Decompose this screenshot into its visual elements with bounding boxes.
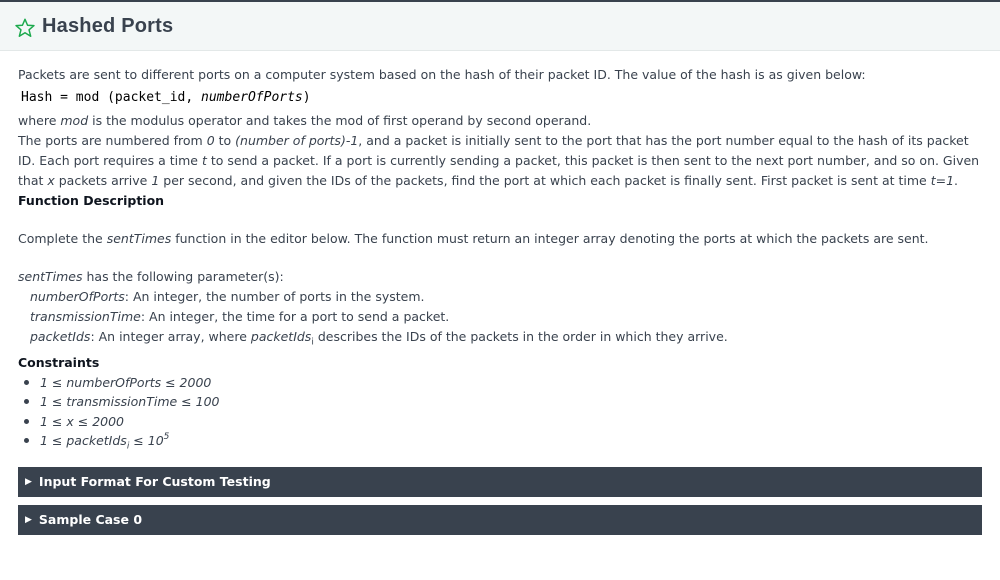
function-description-text [18,229,982,249]
accordion-sample-case-0[interactable] [18,505,982,535]
constraint-item: 1 ≤ transmissionTime ≤ 100 [40,392,982,412]
param-desc: : An integer array, where [90,329,251,344]
ports-em2: (number of ports)-1 [235,133,359,148]
accordion-label: Sample Case 0 [38,512,143,527]
constraint-pre: 1 ≤ packetIds [40,433,127,448]
ports-em6: t=1 [930,173,955,188]
fd-pre: Complete the [18,231,107,246]
spacer [18,211,982,229]
param-desc-sub: i [311,337,314,348]
accordion-input-format[interactable] [18,467,982,497]
ports-em4: x [47,173,55,188]
param-desc-em: packetIds [250,329,312,344]
where-em: mod [60,113,89,128]
function-description-title: Function Description [18,193,165,208]
parameters-heading [18,267,982,287]
param-transmission-time [18,307,982,327]
intro-text: Packets are sent to different ports on a computer system based on the hash of their packet ID. The value of the hash is as given below: [18,67,866,82]
formula-italic: numberOfPorts [201,90,303,105]
ports-text [18,131,982,191]
params-post: has the following parameter(s): [82,269,284,284]
constraint-sup: 5 [163,432,170,442]
hash-formula [18,86,314,110]
problem-statement [0,51,1000,451]
ports-em1: 0 [206,133,215,148]
ports-mid3: to send a packet. If a port is currently sending a packet, this packet is then sent to the next port number, and so on. Given that [18,153,980,188]
ports-mid2: , and a packet is initially sent to the port that has the port number equal to the hash of its packet ID. Each port requires a time [18,133,969,168]
caret-right-icon: ▶ [25,514,32,525]
accordion-label: Input Format For Custom Testing [38,474,271,489]
problem-header [0,2,1000,51]
constraint-item: 1 ≤ x ≤ 2000 [40,412,982,432]
ports-mid1: to [214,133,236,148]
where-post: is the modulus operator and takes the mod of first operand by second operand. [88,113,592,128]
formula-text: Hash = mod (packet_id, [21,90,202,105]
param-name: transmissionTime [30,309,141,324]
params-em: sentTimes [18,269,83,284]
constraint-sub: i [126,441,130,452]
param-number-of-ports [18,287,982,307]
ports-em3: t [201,153,207,168]
param-desc: : An integer, the number of ports in the system. [124,289,425,304]
spacer [18,249,982,267]
constraint-item: 1 ≤ numberOfPorts ≤ 2000 [40,373,982,393]
fd-post: function in the editor below. The function must return an integer array denoting the ports at which the packets are sent. [171,231,929,246]
ports-em5: 1 [151,173,160,188]
star-outline-icon[interactable] [14,17,36,39]
param-name: numberOfPorts [30,289,125,304]
formula-close: ) [302,90,311,105]
param-desc-post: describes the IDs of the packets in the order in which they arrive. [313,329,728,344]
constraints-title: Constraints [18,354,100,370]
ports-pre: The ports are numbered from [18,133,207,148]
where-pre: where [18,113,61,128]
param-desc: : An integer, the time for a port to send a packet. [140,309,450,324]
ports-mid5: per second, and given the IDs of the packets, find the port at which each packet is finally sent. First packet is sent at time [159,173,931,188]
param-name: packetIds [30,329,91,344]
caret-right-icon: ▶ [25,476,32,487]
ports-mid4: packets arrive [54,173,152,188]
fd-em: sentTimes [106,231,172,246]
param-packet-ids [18,327,982,353]
ports-end: . [954,173,959,188]
page-title: Hashed Ports [42,14,174,37]
constraint-mid: ≤ 10 [129,433,164,448]
constraint-item [40,431,982,451]
where-text [18,111,982,131]
constraints-list [18,373,982,451]
